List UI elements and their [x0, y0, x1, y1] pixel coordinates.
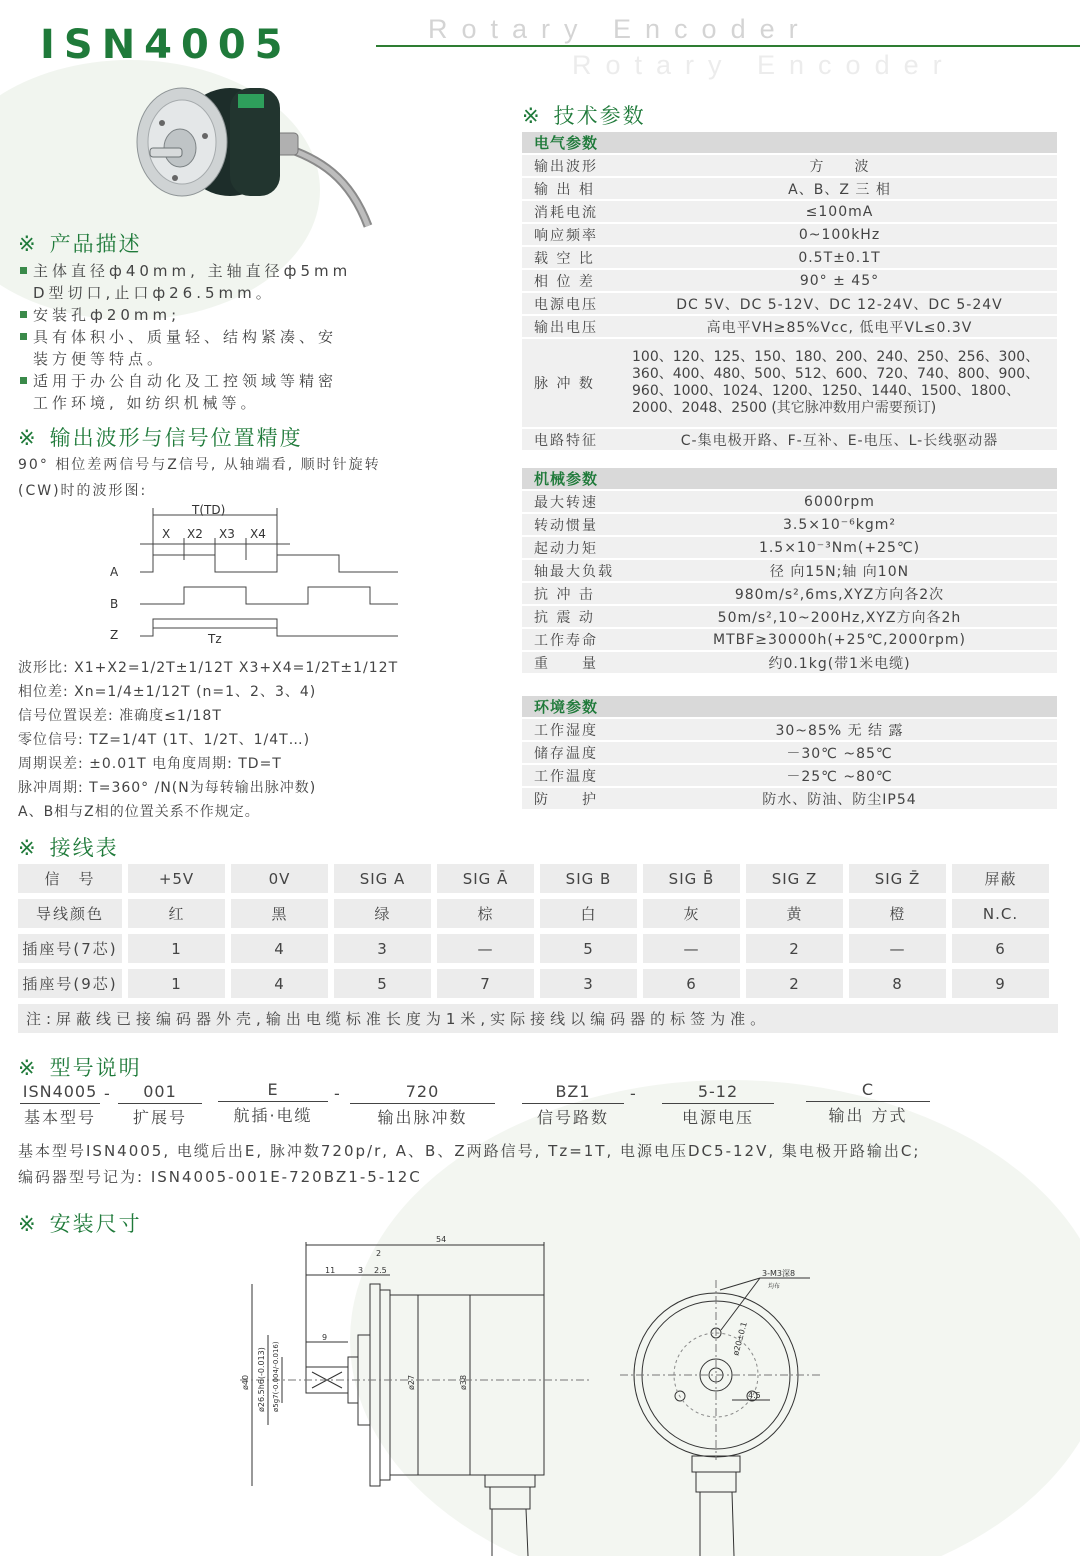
waveform-section-title: ※ 输出波形与信号位置精度	[18, 426, 303, 450]
wiring-cell: SIG Z	[746, 864, 843, 893]
desc-item: 安装孔ф20mm;	[18, 304, 438, 326]
dim-section-title: ※ 安装尺寸	[18, 1212, 142, 1236]
wiring-row	[18, 969, 1058, 998]
wiring-cell: 6	[643, 969, 740, 998]
wiring-cell: 4	[231, 969, 328, 998]
wave-label-x3: X3	[219, 527, 235, 541]
spec-row: 载 空 比 0.5T±0.1T	[522, 247, 1057, 268]
spec-row: 消耗电流 ≤100mA	[522, 201, 1057, 222]
wiring-cell: 导线颜色	[18, 899, 122, 928]
wiring-cell: 7	[437, 969, 534, 998]
dim-38: ø38	[459, 1374, 468, 1390]
dim-20: ø20±0.1	[731, 1320, 749, 1357]
wiring-cell: —	[437, 934, 534, 963]
wiring-cell: 9	[952, 969, 1049, 998]
spec-row: 工作温度 －25℃ ~80℃	[522, 765, 1057, 786]
spec-row: 转动惯量 3.5×10⁻⁶kgm²	[522, 514, 1057, 535]
subtitle-ghost: Rotary Encoder	[572, 50, 956, 80]
description-list	[18, 260, 438, 414]
dim-27: ø27	[407, 1374, 416, 1390]
wave-label-period: T(TD)	[192, 503, 226, 517]
waveform-notes	[18, 656, 488, 824]
wave-note: 周期误差: ±0.01T 电角度周期: TD=T	[18, 756, 282, 772]
desc-item: 适用于办公自动化及工控领域等精密	[18, 370, 438, 392]
desc-item: 工作环境, 如纺织机械等。	[33, 394, 260, 412]
wiring-cell: 2	[746, 934, 843, 963]
wiring-cell: 2	[746, 969, 843, 998]
wiring-cell: 黄	[746, 899, 843, 928]
wiring-cell: SIG B̄	[643, 864, 740, 893]
spec-row: 最大转速 6000rpm	[522, 491, 1057, 512]
model-part: ISN4005 基本型号	[20, 1082, 100, 1128]
waveform-intro	[18, 452, 381, 504]
wiring-cell: N.C.	[952, 899, 1049, 928]
wave-label-a: A	[110, 565, 119, 579]
wiring-row	[18, 899, 1058, 928]
wiring-cell: 1	[128, 934, 225, 963]
subtitle: Rotary Encoder	[428, 14, 812, 44]
spec-group-title: 环境参数	[522, 696, 1057, 717]
spec-group-title: 电气参数	[522, 132, 1057, 153]
wiring-cell: —	[643, 934, 740, 963]
wiring-cell: +5V	[128, 864, 225, 893]
spec-row: 输出波形 方 波	[522, 155, 1057, 176]
wiring-cell: 橙	[849, 899, 946, 928]
product-photo	[130, 78, 375, 228]
spec-row: 储存温度 －30℃ ~85℃	[522, 742, 1057, 763]
spec-row: 响应频率 0~100kHz	[522, 224, 1057, 245]
wave-label-x4: X4	[250, 527, 266, 541]
wiring-cell: 5	[334, 969, 431, 998]
desc-item: 具有体积小、质量轻、结构紧凑、安	[18, 326, 438, 348]
spec-mechanical	[522, 468, 1057, 675]
header-rule	[376, 45, 1080, 47]
spec-row: 抗 震 动 50m/s²,10~200Hz,XYZ方向各2h	[522, 606, 1057, 627]
spec-row: 电路特征 C-集电极开路、F-互补、E-电压、L-长线驱动器	[522, 429, 1057, 450]
spec-row: 抗 冲 击 980m/s²,6ms,XYZ方向各2次	[522, 583, 1057, 604]
wiring-cell: 1	[128, 969, 225, 998]
model-dash: -	[334, 1084, 340, 1103]
spec-row: 轴最大负载 径 向15N;轴 向10N	[522, 560, 1057, 581]
wave-label-b: B	[110, 597, 119, 611]
dim-40: ø40	[241, 1374, 250, 1390]
spec-row: 重 量 约0.1kg(带1米电缆)	[522, 652, 1057, 673]
wiring-row	[18, 934, 1058, 963]
model-part: 001 扩展号	[118, 1082, 202, 1128]
wiring-cell: 6	[952, 934, 1049, 963]
wave-note: 波形比: X1+X2=1/2T±1/12T X3+X4=1/2T±1/12T	[18, 660, 399, 676]
wiring-cell: SIG Z̄	[849, 864, 946, 893]
wiring-cell: 红	[128, 899, 225, 928]
waveform-intro-line: (CW)时的波形图:	[18, 483, 148, 499]
spec-row: 工作湿度 30~85% 无 结 露	[522, 719, 1057, 740]
wave-note: 零位信号: TZ=1/4T (1T、1/2T、1/4T…)	[18, 732, 311, 748]
spec-row: 起动力矩 1.5×10⁻³Nm(+25℃)	[522, 537, 1057, 558]
wave-label-z: Z	[110, 628, 119, 642]
spec-row-pulse: 脉 冲 数 100、120、125、150、180、200、240、250、256、300、360、400、480、500、512、600、720、740、800、900、960、1000、1024、1200、1250、1440、1500、1800、2000、2048、2500 (其它脉冲数用户需要预订)	[522, 339, 1057, 427]
wiring-cell: 3	[540, 969, 637, 998]
wiring-cell: 棕	[437, 899, 534, 928]
dim-54: 54	[436, 1235, 447, 1244]
wiring-cell: 8	[849, 969, 946, 998]
dimension-drawing-front	[620, 1260, 840, 1556]
wave-label-x2: X2	[187, 527, 203, 541]
wiring-cell: 绿	[334, 899, 431, 928]
wiring-cell: 屏蔽	[952, 864, 1049, 893]
dim-11: 11	[325, 1266, 336, 1275]
spec-row: 相 位 差 90° ± 45°	[522, 270, 1057, 291]
spec-row: 电源电压 DC 5V、DC 5-12V、DC 12-24V、DC 5-24V	[522, 293, 1057, 314]
wave-note: 信号位置误差: 准确度≤1/18T	[18, 708, 222, 724]
model-part: BZ1 信号路数	[522, 1082, 624, 1128]
waveform-intro-line: 90° 相位差两信号与Z信号, 从轴端看, 顺时针旋转	[18, 457, 381, 473]
spec-row: 输 出 相 A、B、Z 三 相	[522, 178, 1057, 199]
model-dash: -	[104, 1084, 110, 1103]
model-part: C 输出 方式	[806, 1080, 930, 1126]
dim-4-5: 4.5	[748, 1391, 761, 1400]
wave-note: 脉冲周期: T=360° /N(N为每转输出脉冲数)	[18, 780, 317, 796]
dim-3: 3	[358, 1266, 364, 1275]
wiring-cell: 5	[540, 934, 637, 963]
desc-section-title: ※ 产品描述	[18, 232, 142, 256]
dim-5: ø5g7(-0.004/-0.016)	[272, 1341, 280, 1412]
wave-label-tz: Tz	[208, 632, 222, 646]
wiring-cell: SIG Ā	[437, 864, 534, 893]
wiring-table	[18, 864, 1058, 1033]
wiring-cell: —	[849, 934, 946, 963]
model-title: ISN4005	[40, 22, 292, 68]
model-explain	[18, 1138, 920, 1190]
spec-row: 工作寿命 MTBF≥30000h(+25℃,2000rpm)	[522, 629, 1057, 650]
dimension-drawing-side	[230, 1230, 600, 1556]
dim-hole: 3-M3深8	[762, 1269, 796, 1278]
waveform-diagram	[100, 500, 410, 650]
wiring-cell: 插座号(7芯)	[18, 934, 122, 963]
wave-note: A、B相与Z相的位置关系不作规定。	[18, 804, 260, 820]
dim-2: 2	[376, 1249, 382, 1258]
wiring-cell: 信 号	[18, 864, 122, 893]
wave-label-x1: X	[162, 527, 171, 541]
wiring-row	[18, 864, 1058, 893]
model-explain-line: 编码器型号记为: ISN4005-001E-720BZ1-5-12C	[18, 1168, 422, 1186]
wiring-section-title: ※ 接线表	[18, 836, 119, 860]
model-explain-line: 基本型号ISN4005, 电缆后出E, 脉冲数720p/r, A、B、Z两路信号, Tz=1T, 电源电压DC5-12V, 集电极开路输出C;	[18, 1142, 921, 1160]
spec-group-title: 机械参数	[522, 468, 1057, 489]
spec-section-title: ※ 技术参数	[522, 104, 646, 128]
desc-item: D型切口,止口ф26.5mm。	[33, 284, 275, 302]
wiring-cell: 0V	[231, 864, 328, 893]
dim-hole-note: 均布	[768, 1283, 781, 1290]
spec-electrical	[522, 132, 1057, 452]
dim-9: 9	[322, 1333, 328, 1342]
model-part: 5-12 电源电压	[662, 1082, 774, 1128]
spec-row: 输出电压 高电平VH≥85%Vcc, 低电平VL≤0.3V	[522, 316, 1057, 337]
wiring-cell: SIG A	[334, 864, 431, 893]
model-part: 720 输出脉冲数	[350, 1082, 495, 1128]
wiring-cell: 黑	[231, 899, 328, 928]
model-part: E 航插·电缆	[218, 1080, 328, 1126]
wiring-cell: SIG B	[540, 864, 637, 893]
spec-row: 防 护 防水、防油、防尘IP54	[522, 788, 1057, 809]
wiring-cell: 插座号(9芯)	[18, 969, 122, 998]
wiring-cell: 白	[540, 899, 637, 928]
wiring-note: 注:屏蔽线已接编码器外壳,输出电缆标准长度为1米,实际接线以编码器的标签为准。	[18, 1004, 1058, 1033]
dim-26-5: ø26.5h6(-0.013)	[257, 1347, 266, 1412]
model-section-title: ※ 型号说明	[18, 1056, 142, 1080]
model-dash: -	[630, 1084, 636, 1103]
desc-item: 主体直径ф40mm, 主轴直径ф5mm	[18, 260, 438, 282]
wiring-cell: 3	[334, 934, 431, 963]
spec-environment	[522, 696, 1057, 811]
desc-item: 装方便等特点。	[33, 350, 167, 368]
wave-note: 相位差: Xn=1/4±1/12T (n=1、2、3、4)	[18, 684, 317, 700]
dim-2-5: 2.5	[374, 1266, 387, 1275]
wiring-cell: 4	[231, 934, 328, 963]
wiring-cell: 灰	[643, 899, 740, 928]
